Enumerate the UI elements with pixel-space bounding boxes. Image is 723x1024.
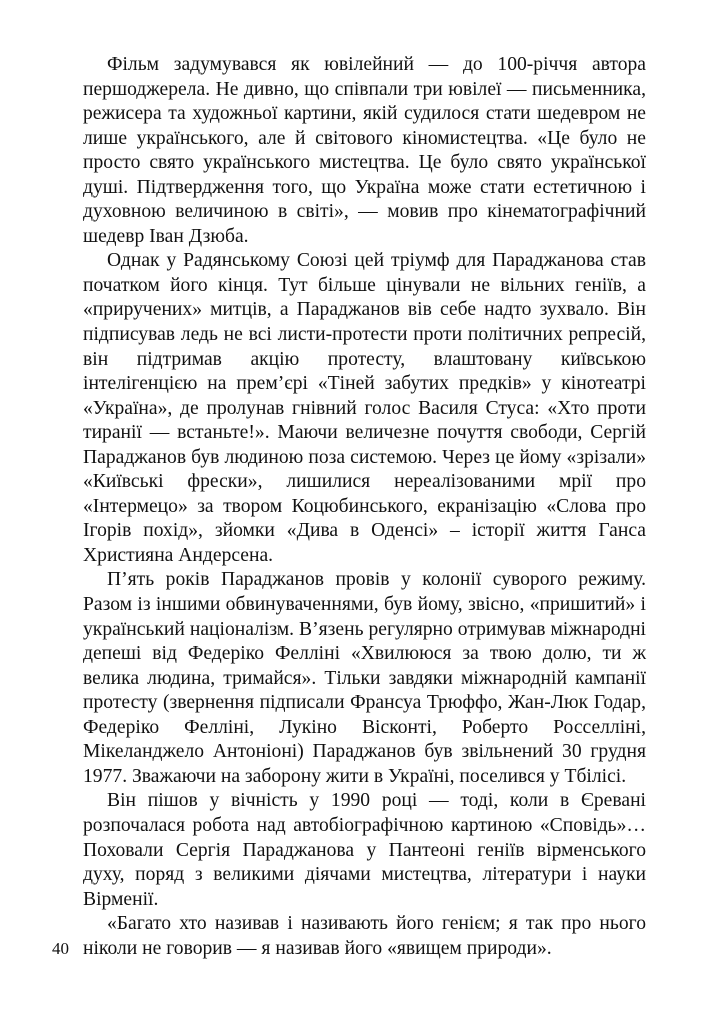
paragraph-5: «Багато хто називав і називають його генієм; я так про нього ніколи не говорив — я називав його «явищем природи». xyxy=(83,913,646,959)
paragraph-4: Він пішов у вічність у 1990 році — тоді, коли в Єревані розпочалася робота над автобіографічною картиною «Сповідь»… Поховали Сергія Параджанова у Пантеоні геніїв вірменського духу, поряд з великими діячами мистецтва, літератури і науки Вірменії. xyxy=(83,790,646,910)
body-text xyxy=(83,53,646,961)
paragraph-3: П’ять років Параджанов провів у колонії суворого режиму. Разом із іншими обвинуваченнями, був йому, звісно, «пришитий» і український націоналізм. В’язень регулярно отримував міжнародні депеші від Федеріко Фелліні «Хвилююся за твою долю, ти ж велика людина, тримайся». Тільки завдяки міжнародній кампанії протесту (звернення підписали Франсуа Трюффо, Жан-Люк Годар, Федеріко Фелліні, Лукіно Вісконті, Роберто Росселліні, Мікеланджело Антоніоні) Параджанов був звільнений 30 грудня 1977. Зважаючи на заборону жити в Україні, поселився у Тбілісі. xyxy=(83,569,646,787)
page-number: 40 xyxy=(52,939,69,958)
paragraph-1: Фільм задумувався як ювілейний — до 100-річчя автора першоджерела. Не дивно, що співпали три ювілеї — письменника, режисера та художньої картини, якій судилося стати шедевром не лише українського, але й світового кіномистецтва. «Це було не просто свято українського мистецтва. Це було свято української душі. Підтвердження того, що Україна може стати естетичною і духовною величиною в світі», — мовив про кінематографічний шедевр Іван Дзюба. xyxy=(83,54,646,247)
paragraph-2: Однак у Радянському Союзі цей тріумф для Параджанова став початком його кінця. Тут більше цінували не вільних геніїв, а «приручених» митців, а Параджанов вів себе надто зухвало. Він підписував ледь не всі листи-протести проти політичних репресій, він підтримав акцію протесту, влаштовану київською інтелігенцією на прем’єрі «Тіней забутих предків» у кінотеатрі «Україна», де пролунав гнівний голос Василя Стуса: «Хто проти тиранії — встаньте!». Маючи величезне почуття свободи, Сергій Параджанов був людиною поза системою. Через це йому «зрізали» «Київські фрески», лишилися нереалізованими мрії про «Інтермецо» за твором Коцюбинського, екранізацію «Слова про Ігорів похід», зйомки «Дива в Оденсі» – історії життя Ганса Християна Андерсена. xyxy=(83,250,646,566)
